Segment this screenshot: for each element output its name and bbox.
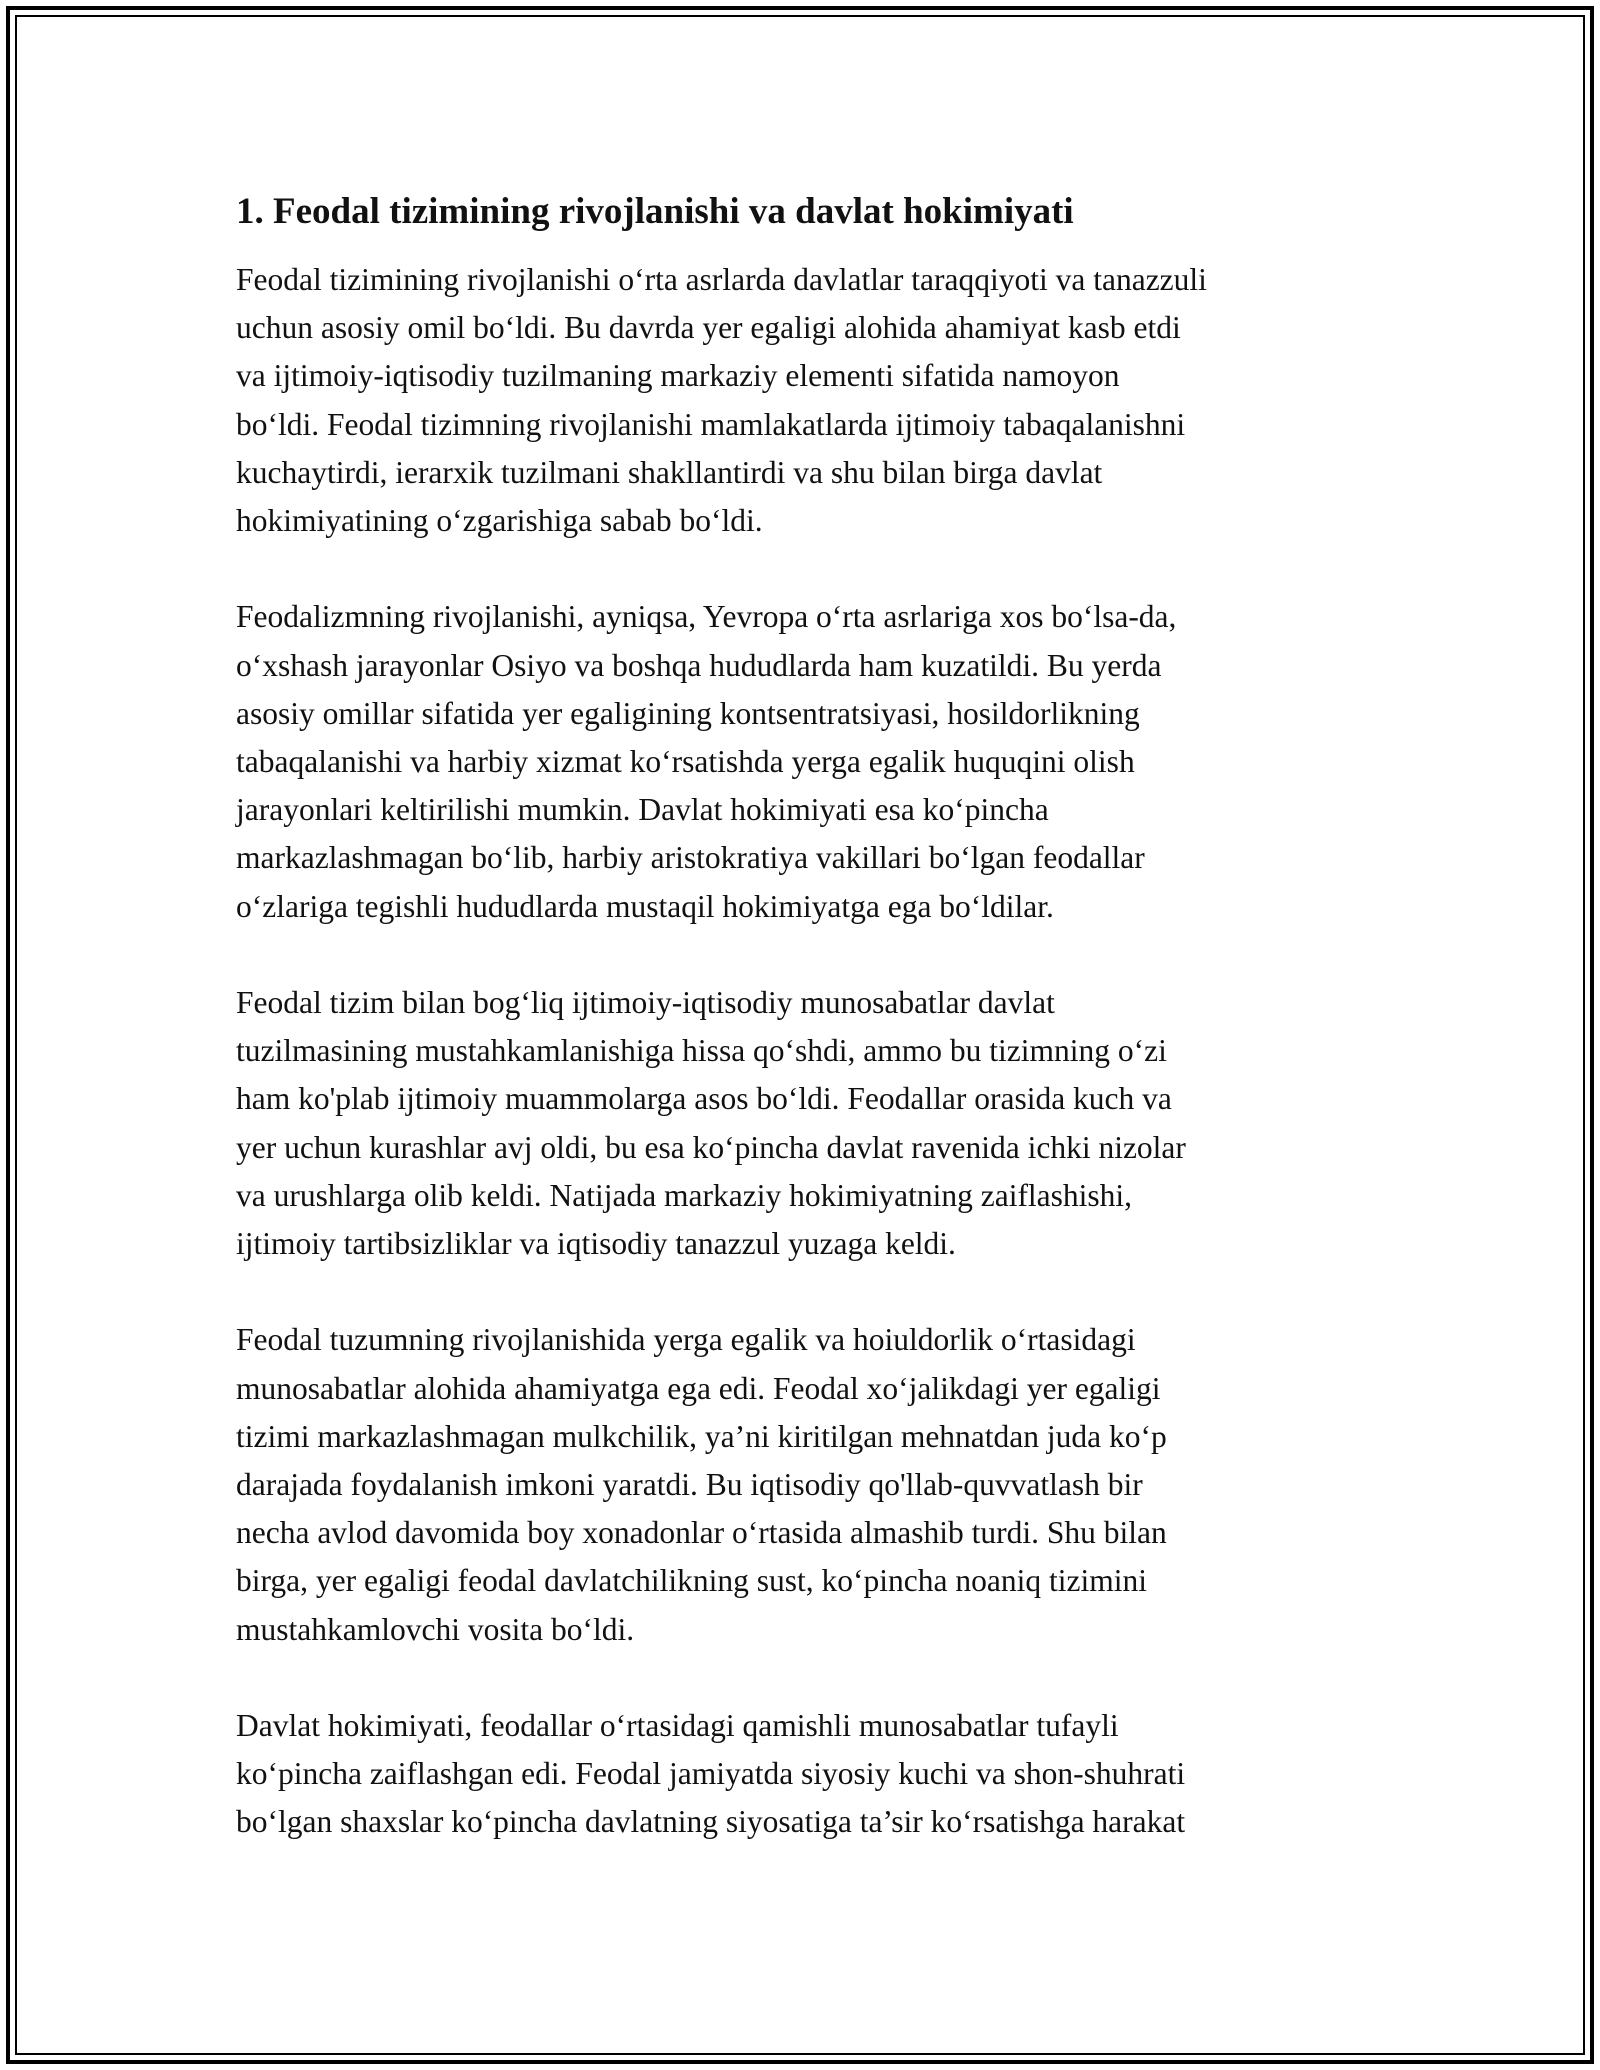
text-line: Feodal tizim bilan bog‘liq ijtimoiy-iqtisodiy munosabatlar davlat — [236, 985, 1055, 1021]
text-line: kuchaytirdi, ierarxik tuzilmani shakllantirdi va shu bilan birga davlat — [236, 454, 1103, 490]
text-line: bo‘lgan shaxslar ko‘pincha davlatning siyosatiga ta’sir ko‘rsatishga harakat — [236, 1804, 1186, 1840]
text-line: ijtimoiy tartibsizliklar va iqtisodiy tanazzul yuzaga keldi. — [236, 1226, 956, 1262]
text-line: uchun asosiy omil bo‘ldi. Bu davrda yer egaligi alohida ahamiyat kasb etdi — [236, 310, 1181, 346]
paragraph — [236, 256, 1396, 545]
text-line: birga, yer egaligi feodal davlatchilikning sust, ko‘pincha noaniq tizimini — [236, 1563, 1147, 1599]
text-line: darajada foydalanish imkoni yaratdi. Bu iqtisodiy qo'llab-quvvatlash bir — [236, 1467, 1143, 1503]
text-line: markazlashmagan bo‘lib, harbiy aristokratiya vakillari bo‘lgan feodallar — [236, 840, 1145, 876]
text-line: ham ko'plab ijtimoiy muammolarga asos bo‘ldi. Feodallar orasida kuch va — [236, 1081, 1172, 1117]
paragraph — [236, 979, 1396, 1268]
text-line: ko‘pincha zaiflashgan edi. Feodal jamiyatda siyosiy kuchi va shon-shuhrati — [236, 1756, 1186, 1792]
text-line: hokimiyatining o‘zgarishiga sabab bo‘ldi. — [236, 503, 763, 539]
text-line: va ijtimoiy-iqtisodiy tuzilmaning markaziy elementi sifatida namoyon — [236, 358, 1120, 394]
text-line: tuzilmasining mustahkamlanishiga hissa qo‘shdi, ammo bu tizimning o‘zi — [236, 1033, 1167, 1069]
text-line: Feodal tizimining rivojlanishi o‘rta asrlarda davlatlar taraqqiyoti va tanazzuli — [236, 262, 1207, 297]
text-line: jarayonlari keltirilishi mumkin. Davlat hokimiyati esa ko‘pincha — [236, 792, 1049, 828]
text-line: tabaqalanishi va harbiy xizmat ko‘rsatishda yerga egalik huquqini olish — [236, 744, 1135, 780]
paragraph — [236, 1702, 1396, 1847]
paragraph — [236, 593, 1396, 930]
text-line: asosiy omillar sifatida yer egaligining kontsentratsiyasi, hosildorlikning — [236, 695, 1140, 731]
text-line: tizimi markazlashmagan mulkchilik, ya’ni kiritilgan mehnatdan juda ko‘p — [236, 1418, 1167, 1454]
section-heading: 1. Feodal tizimining rivojlanishi va davlat hokimiyati — [236, 191, 1074, 232]
text-line: Feodal tuzumning rivojlanishida yerga egalik va hoiuldorlik o‘rtasidagi — [236, 1322, 1136, 1358]
text-line: munosabatlar alohida ahamiyatga ega edi. Feodal xo‘jalikdagi yer egaligi — [236, 1370, 1161, 1406]
paragraph-list — [236, 256, 1396, 1847]
text-line: va urushlarga olib keldi. Natijada markaziy hokimiyatning zaiflashishi, — [236, 1177, 1133, 1213]
text-line: mustahkamlovchi vosita bo‘ldi. — [236, 1611, 635, 1647]
document-content — [236, 182, 1396, 1895]
text-line: Davlat hokimiyati, feodallar o‘rtasidagi qamishli munosabatlar tufayli — [236, 1708, 1119, 1744]
text-line: o‘zlariga tegishli hududlarda mustaqil hokimiyatga ega bo‘ldilar. — [236, 888, 1054, 924]
text-line: Feodalizmning rivojlanishi, ayniqsa, Yevropa o‘rta asrlariga xos bo‘lsa-da, — [236, 599, 1177, 635]
text-line: bo‘ldi. Feodal tizimning rivojlanishi mamlakatlarda ijtimoiy tabaqalanishni — [236, 406, 1186, 442]
paragraph — [236, 1316, 1396, 1653]
text-line: yer uchun kurashlar avj oldi, bu esa ko‘pincha davlat ravenida ichki nizolar — [236, 1129, 1186, 1165]
text-line: o‘xshash jarayonlar Osiyo va boshqa hududlarda ham kuzatildi. Bu yerda — [236, 647, 1162, 683]
text-line: necha avlod davomida boy xonadonlar o‘rtasida almashib turdi. Shu bilan — [236, 1515, 1167, 1551]
